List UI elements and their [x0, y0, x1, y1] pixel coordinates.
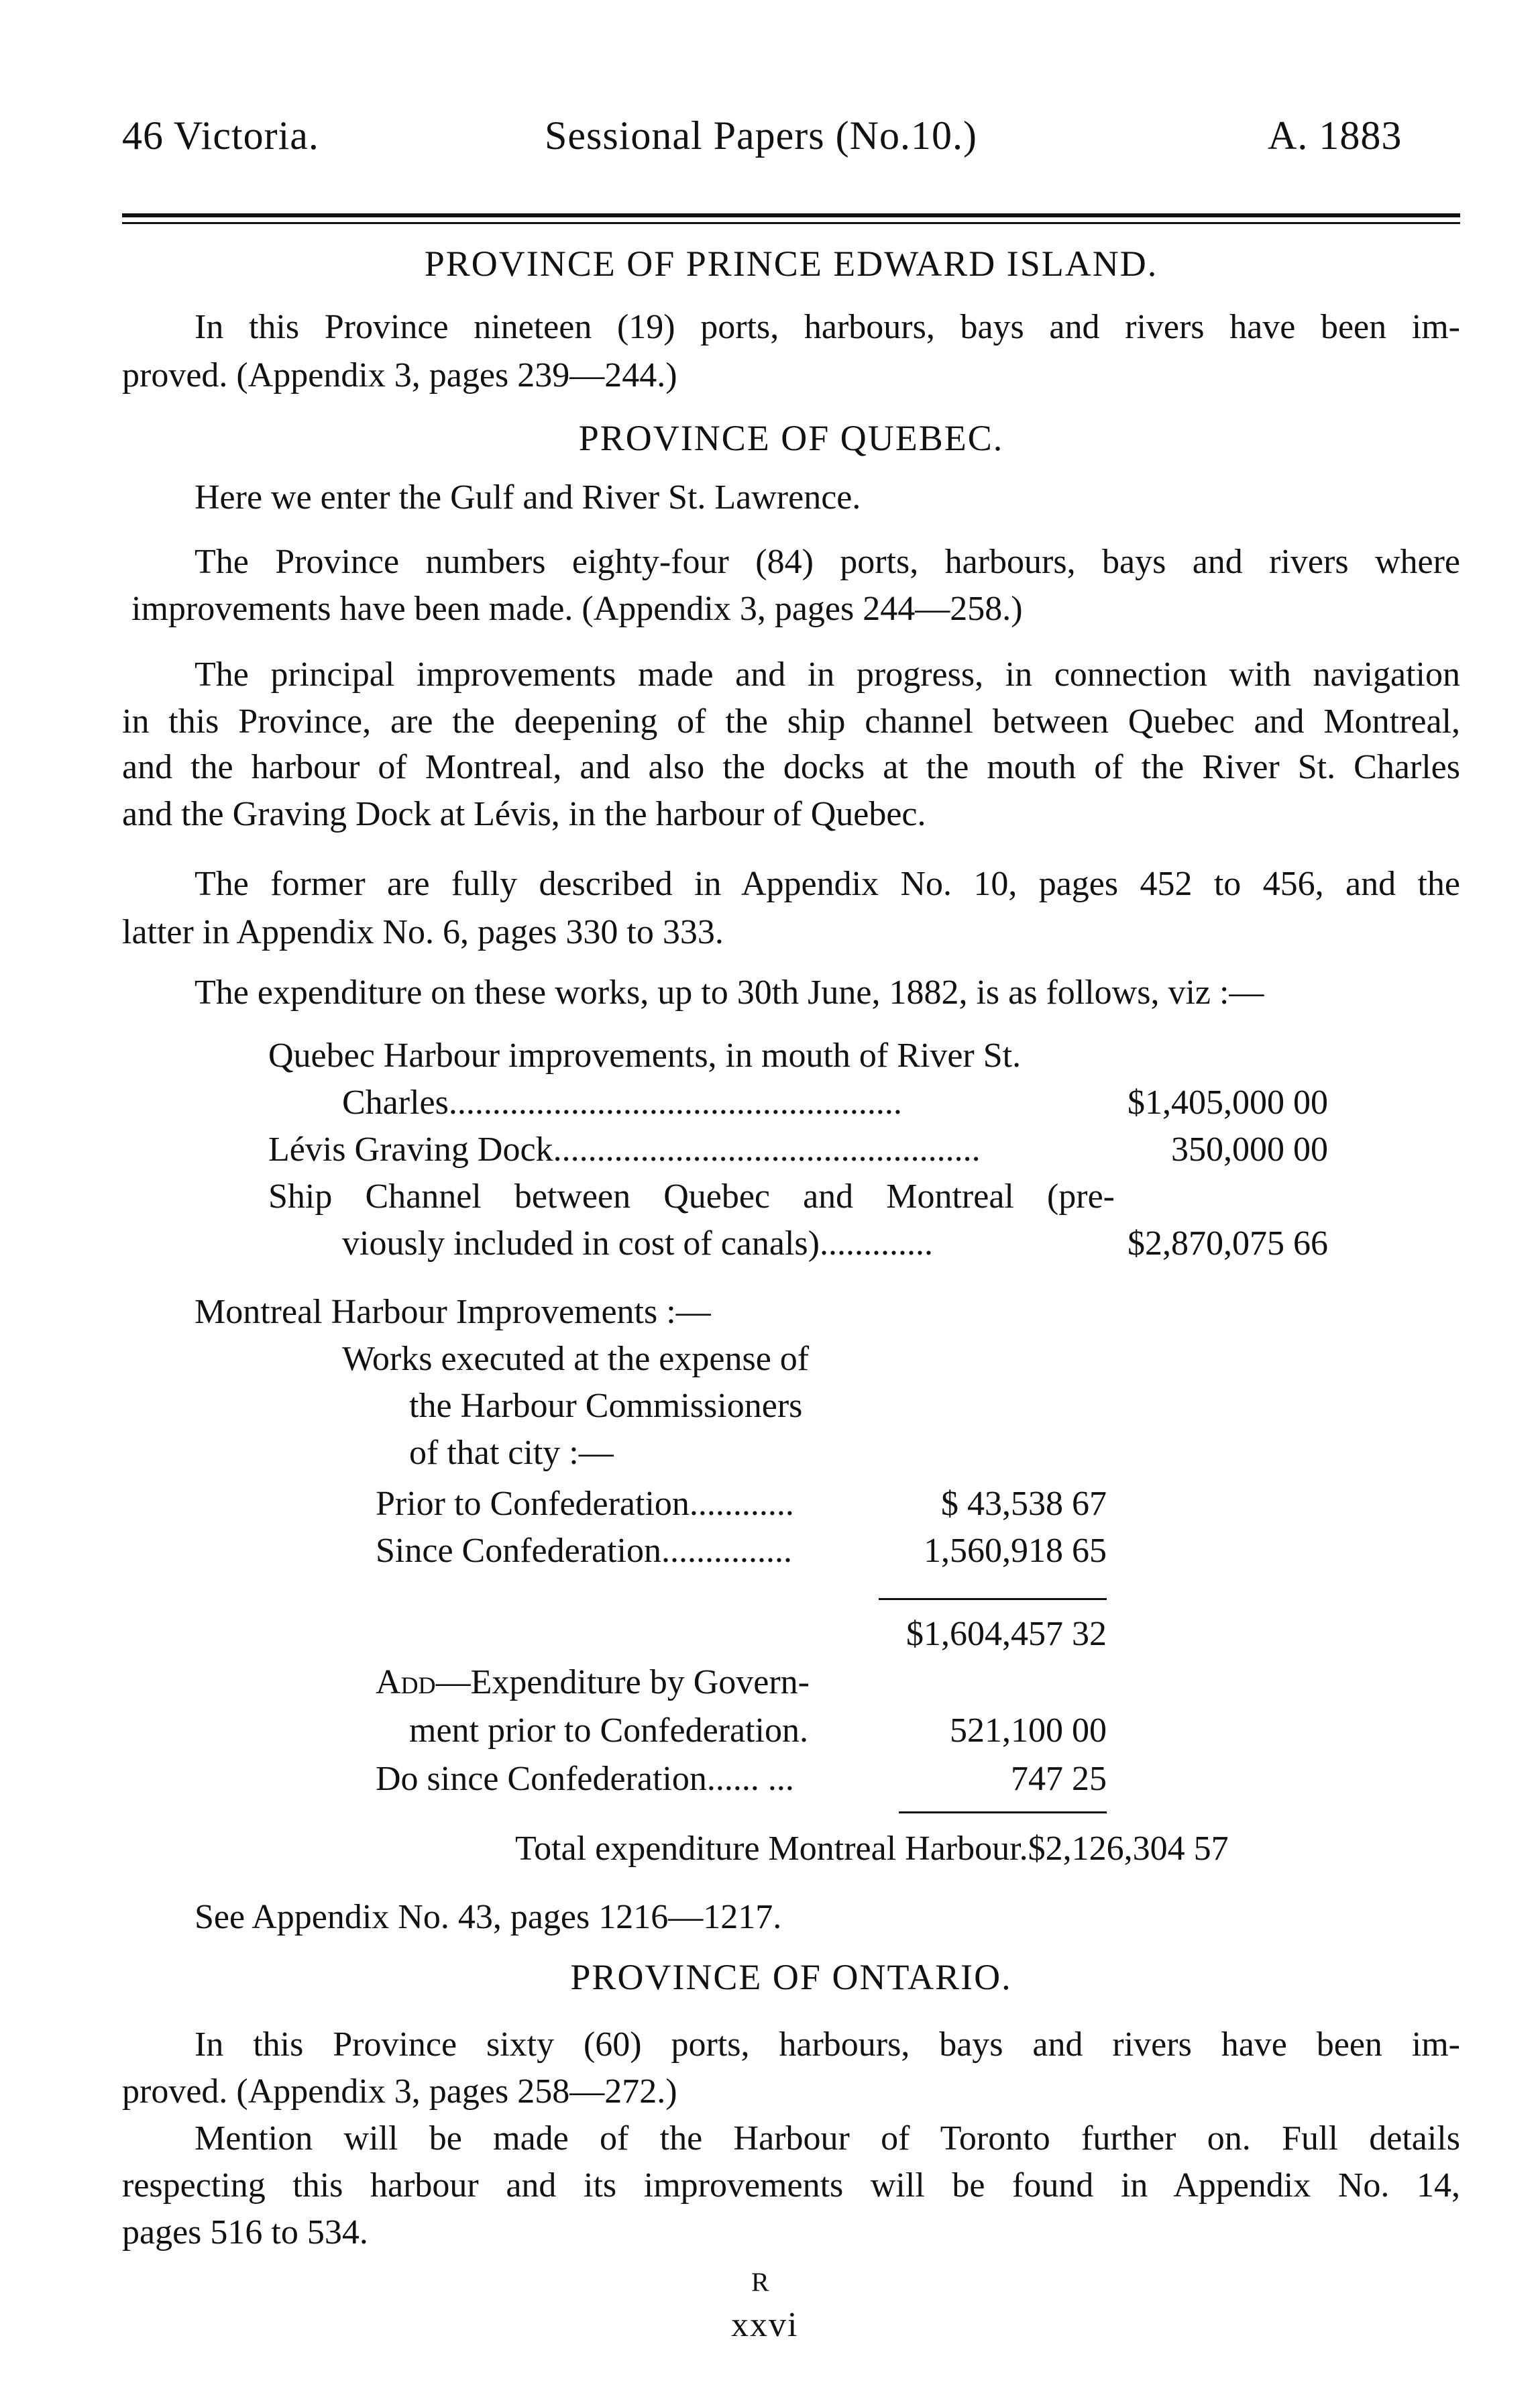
total-label: Total expenditure Montreal Harbour.: [515, 1830, 1028, 1868]
sum-rule: [879, 1598, 1107, 1600]
montreal-since: [376, 1531, 792, 1571]
quebec-para-line: The principal improvements made and in progress, in connection with navigation: [195, 655, 1460, 694]
row-amount: 521,100 00: [950, 1711, 1107, 1750]
quebec-para-line: latter in Appendix No. 6, pages 330 to 333.: [122, 913, 724, 951]
item-amount: $2,870,075 66: [1128, 1224, 1328, 1263]
leader-dots: ...............: [661, 1532, 792, 1570]
item-quebec-harbour-cont: [342, 1083, 902, 1122]
header-rule-thin: [122, 222, 1460, 224]
item-label: Lévis Graving Dock: [268, 1130, 553, 1169]
montreal-works: Works executed at the expense of: [342, 1340, 810, 1378]
quebec-heading: PROVINCE OF QUEBEC.: [578, 418, 1004, 458]
row-label: Since Confederation: [376, 1532, 661, 1570]
leader-dots: .................................................: [553, 1130, 981, 1169]
item-ship-channel: Ship Channel between Quebec and Montreal (pre-: [268, 1177, 1115, 1216]
item-label: viously included in cost of canals): [342, 1224, 820, 1263]
montreal-prior: [376, 1484, 794, 1524]
quebec-para-line: and the harbour of Montreal, and also the docks at the mouth of the River St. Charles: [122, 748, 1460, 786]
item-quebec-harbour: Quebec Harbour improvements, in mouth of River St.: [268, 1037, 1022, 1075]
quebec-para-line: The former are fully described in Appendix No. 10, pages 452 to 456, and the: [195, 865, 1460, 903]
montreal-works: the Harbour Commissioners: [409, 1387, 803, 1425]
ontario-para-line: In this Province sixty (60) ports, harbours, bays and rivers have been im-: [195, 2025, 1460, 2064]
header-rule-thick: [122, 213, 1460, 217]
quebec-para: The expenditure on these works, up to 30th June, 1882, is as follows, viz :—: [195, 973, 1264, 1012]
pei-para-line: proved. (Appendix 3, pages 239—244.): [122, 356, 677, 394]
signature-mark: R: [751, 2267, 769, 2297]
item-amount: 350,000 00: [1171, 1130, 1328, 1169]
row-label: Do since Confederation: [376, 1760, 707, 1798]
item-label: Charles: [342, 1083, 449, 1122]
item-levis: [268, 1130, 981, 1169]
total-amount: $2,126,304 57: [1028, 1830, 1229, 1868]
row-amount: 747 25: [1011, 1760, 1107, 1798]
ontario-para-line: pages 516 to 534.: [122, 2213, 368, 2252]
quebec-para-line: and the Graving Dock at Lévis, in the harbour of Quebec.: [122, 795, 926, 833]
row-label: Prior to Confederation: [376, 1485, 690, 1523]
leader-dots: ............: [689, 1485, 794, 1523]
sum-rule: [899, 1811, 1107, 1813]
row-label: —Expenditure by Govern-: [435, 1663, 810, 1701]
ontario-heading: PROVINCE OF ONTARIO.: [570, 1957, 1012, 1997]
add-prefix: Add: [376, 1663, 436, 1701]
row-amount: 1,560,918 65: [924, 1532, 1107, 1570]
see-appendix: See Appendix No. 43, pages 1216—1217.: [195, 1898, 782, 1936]
quebec-para-line: in this Province, are the deepening of the ship channel between Quebec and Montreal,: [122, 702, 1460, 741]
pei-para-line: In this Province nineteen (19) ports, harbours, bays and rivers have been im-: [195, 308, 1460, 346]
ontario-para-line: Mention will be made of the Harbour of Toronto further on. Full details: [195, 2119, 1460, 2158]
header-left: 46 Victoria.: [122, 113, 319, 158]
page-number: xxvi: [731, 2306, 799, 2344]
montreal-heading: Montreal Harbour Improvements :—: [195, 1293, 711, 1331]
leader-dots: ...... ...: [706, 1760, 794, 1798]
quebec-para-line: improvements have been made. (Appendix 3, pages 244—258.): [131, 590, 1023, 628]
leader-dots: .............: [819, 1224, 933, 1263]
montreal-total: [515, 1829, 1229, 1868]
ontario-para-line: proved. (Appendix 3, pages 258—272.): [122, 2072, 677, 2111]
header-right: A. 1883: [1268, 113, 1402, 158]
row-amount: $ 43,538 67: [941, 1485, 1107, 1523]
ontario-para-line: respecting this harbour and its improvements will be found in Appendix No. 14,: [122, 2166, 1460, 2205]
montreal-do: [376, 1759, 794, 1799]
pei-heading: PROVINCE OF PRINCE EDWARD ISLAND.: [424, 244, 1158, 284]
montreal-add-cont: ment prior to Confederation.: [409, 1711, 808, 1750]
montreal-works: of that city :—: [409, 1434, 614, 1472]
leader-dots: ....................................................: [448, 1083, 902, 1122]
montreal-add: [376, 1662, 810, 1702]
item-amount: $1,405,000 00: [1128, 1083, 1328, 1122]
item-ship-channel-cont: [342, 1224, 933, 1263]
subtotal-amount: $1,604,457 32: [906, 1615, 1107, 1653]
header-center: Sessional Papers (No.10.): [545, 113, 977, 158]
quebec-para: Here we enter the Gulf and River St. Lawrence.: [195, 478, 861, 517]
quebec-para-line: The Province numbers eighty-four (84) ports, harbours, bays and rivers where: [195, 543, 1460, 581]
